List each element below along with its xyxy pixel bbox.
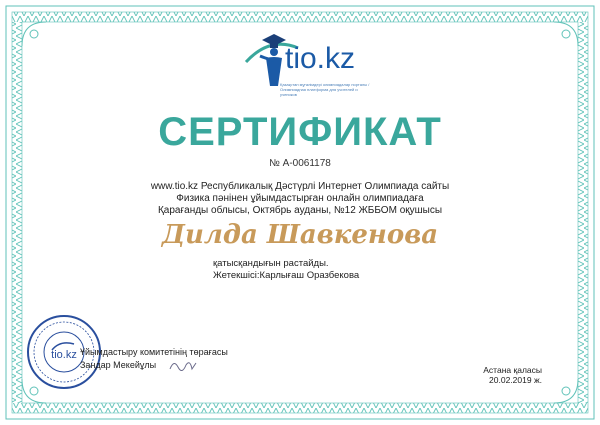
body-line: www.tio.kz Республикалық Дәстүрлі Интернет Олимпиада сайты <box>150 181 450 192</box>
logo-wordmark: tio.kz <box>285 42 356 75</box>
certificate-title: СЕРТИФИКАТ <box>158 110 442 154</box>
issue-date: 20.02.2019 ж. <box>489 375 542 385</box>
certificate-number: № А-0061178 <box>269 158 331 169</box>
place-city: Астана қаласы <box>483 365 542 375</box>
body-line: Қарағанды облысы, Октябрь ауданы, №12 ЖББОМ оқушысы <box>157 205 443 216</box>
place-date-block <box>483 365 542 385</box>
committee-name: Зандар Мекейұлы <box>80 360 157 370</box>
supervisor-line: Жетекшісі:Карлығаш Оразбекова <box>213 270 360 281</box>
committee-chair-block <box>80 346 228 372</box>
confirm-line: қатысқандығын растайды. <box>213 258 329 269</box>
certificate-body <box>0 181 600 217</box>
signature-icon <box>168 355 198 375</box>
body-line: Физика пәнінен ұйымдастырған онлайн олимпиадаға <box>176 193 424 204</box>
committee-title: Ұйымдастыру комитетінің төрағасы <box>80 347 228 357</box>
recipient-name: Дилда Шавкенова <box>161 220 439 250</box>
confirmation-block <box>213 258 359 282</box>
logo-tagline: Қазақстан мұғалімдері олимпиадалар порталы / Олимпиадная платформа для учителей и учеников <box>280 82 370 97</box>
svg-text:tio.kz: tio.kz <box>51 349 77 361</box>
